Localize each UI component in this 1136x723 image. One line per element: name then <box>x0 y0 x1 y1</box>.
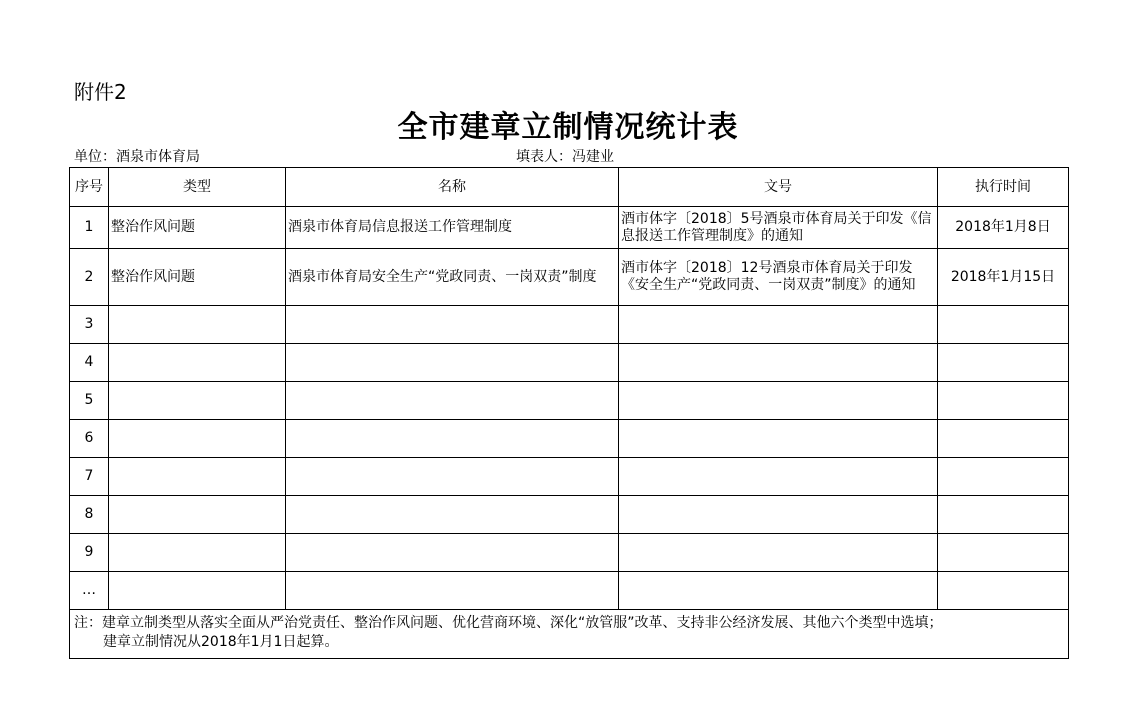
cell-type <box>109 496 286 534</box>
statistics-table <box>69 167 1069 659</box>
cell-date <box>938 306 1069 344</box>
cell-doc-no <box>619 496 938 534</box>
attachment-label: 附件2 <box>74 80 127 104</box>
cell-date: 2018年1月8日 <box>938 207 1069 249</box>
cell-doc-no <box>619 382 938 420</box>
header-seq: 序号 <box>70 168 109 207</box>
cell-doc-no <box>619 458 938 496</box>
cell-type: 整治作风问题 <box>109 207 286 249</box>
cell-type <box>109 344 286 382</box>
note-line-1: 注：建章立制类型从落实全面从严治党责任、整治作风问题、优化营商环境、深化“放管服”改革、支持非公经济发展、其他六个类型中选填； <box>74 615 943 631</box>
cell-seq: 7 <box>70 458 109 496</box>
notes-row <box>70 610 1069 659</box>
cell-doc-no <box>619 306 938 344</box>
cell-date <box>938 496 1069 534</box>
cell-doc-no <box>619 572 938 610</box>
cell-seq: 6 <box>70 420 109 458</box>
cell-type <box>109 420 286 458</box>
table-row <box>70 534 1069 572</box>
notes-cell <box>70 610 1069 659</box>
table-row <box>70 207 1069 249</box>
filler-label: 填表人：冯建业 <box>516 149 614 165</box>
header-date: 执行时间 <box>938 168 1069 207</box>
cell-name <box>286 458 619 496</box>
table-row <box>70 344 1069 382</box>
table-row <box>70 420 1069 458</box>
header-row <box>70 168 1069 207</box>
cell-name: 酒泉市体育局信息报送工作管理制度 <box>286 207 619 249</box>
cell-date: 2018年1月15日 <box>938 249 1069 306</box>
cell-name <box>286 420 619 458</box>
table-row <box>70 306 1069 344</box>
cell-seq: … <box>70 572 109 610</box>
cell-type <box>109 306 286 344</box>
table-row <box>70 249 1069 306</box>
header-type: 类型 <box>109 168 286 207</box>
cell-doc-no <box>619 344 938 382</box>
cell-date <box>938 420 1069 458</box>
cell-name <box>286 344 619 382</box>
cell-name <box>286 382 619 420</box>
cell-seq: 3 <box>70 306 109 344</box>
page-title: 全市建章立制情况统计表 <box>397 110 739 145</box>
cell-doc-no: 酒市体字〔2018〕12号酒泉市体育局关于印发《安全生产“党政同责、一岗双责”制度》的通知 <box>619 249 938 306</box>
cell-doc-no <box>619 534 938 572</box>
cell-doc-no <box>619 420 938 458</box>
cell-type <box>109 572 286 610</box>
cell-doc-no: 酒市体字〔2018〕5号酒泉市体育局关于印发《信息报送工作管理制度》的通知 <box>619 207 938 249</box>
cell-date <box>938 534 1069 572</box>
header-name: 名称 <box>286 168 619 207</box>
cell-type <box>109 534 286 572</box>
cell-name <box>286 496 619 534</box>
cell-type <box>109 458 286 496</box>
header-doc-no: 文号 <box>619 168 938 207</box>
cell-name: 酒泉市体育局安全生产“党政同责、一岗双责”制度 <box>286 249 619 306</box>
table-row <box>70 458 1069 496</box>
cell-date <box>938 344 1069 382</box>
unit-label: 单位：酒泉市体育局 <box>74 149 200 165</box>
cell-seq: 5 <box>70 382 109 420</box>
cell-name <box>286 572 619 610</box>
cell-date <box>938 572 1069 610</box>
cell-seq: 2 <box>70 249 109 306</box>
cell-seq: 1 <box>70 207 109 249</box>
cell-seq: 8 <box>70 496 109 534</box>
table-row <box>70 382 1069 420</box>
cell-name <box>286 306 619 344</box>
cell-seq: 9 <box>70 534 109 572</box>
table-row <box>70 572 1069 610</box>
cell-name <box>286 534 619 572</box>
cell-seq: 4 <box>70 344 109 382</box>
cell-type <box>109 382 286 420</box>
cell-date <box>938 382 1069 420</box>
table-row <box>70 496 1069 534</box>
cell-date <box>938 458 1069 496</box>
note-line-2: 建章立制情况从2018年1月1日起算。 <box>103 634 339 650</box>
cell-type: 整治作风问题 <box>109 249 286 306</box>
